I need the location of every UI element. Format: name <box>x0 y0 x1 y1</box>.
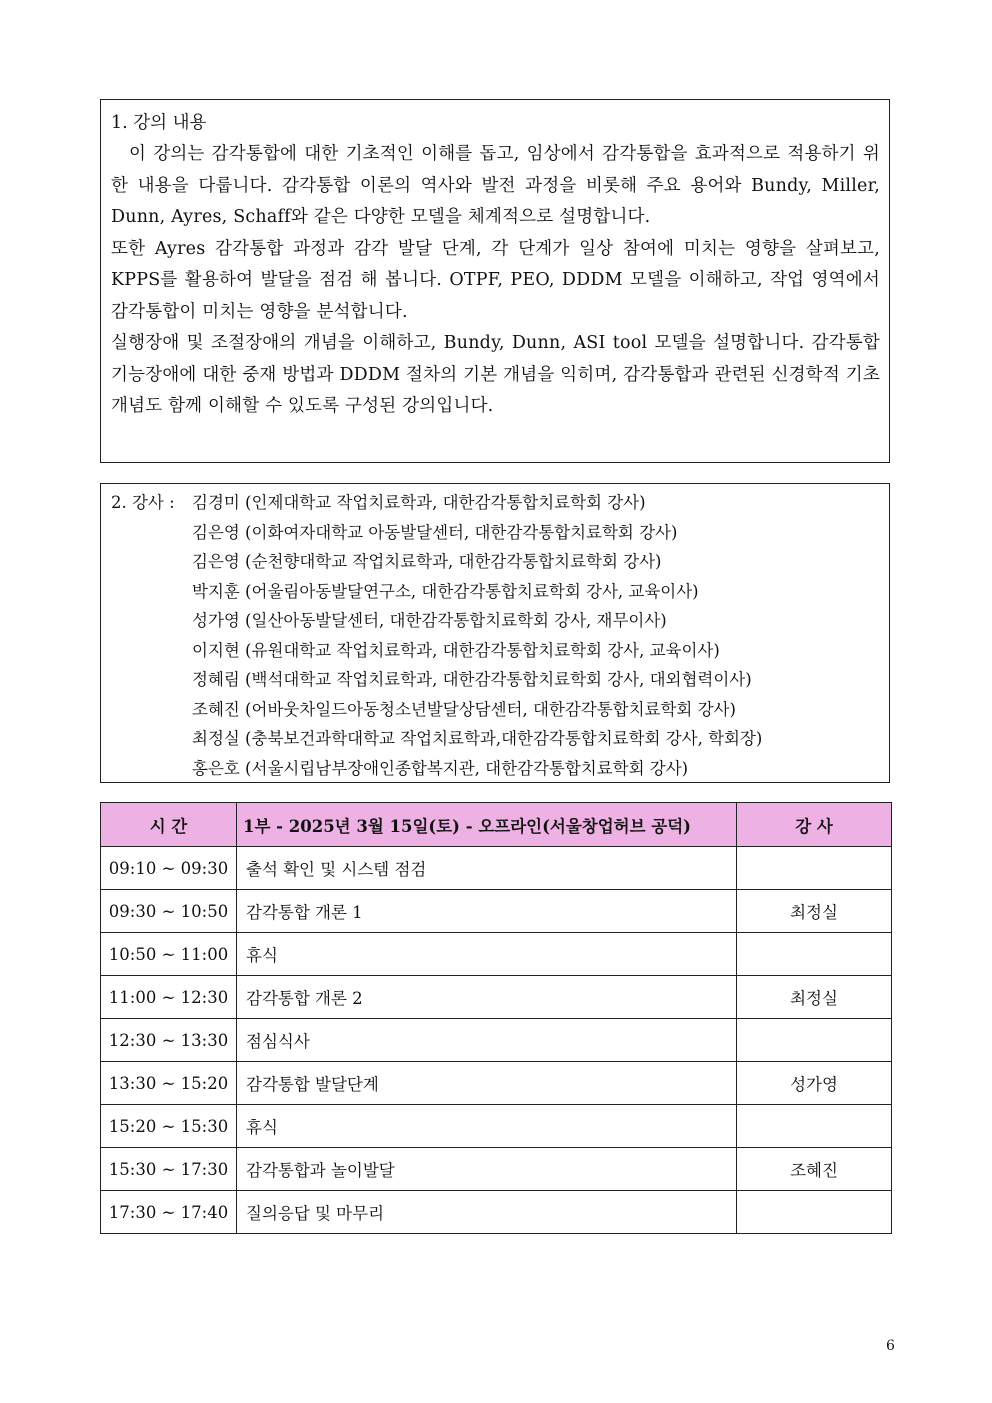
lecturer-line <box>111 606 880 636</box>
row-time: 09:30 ~ 10:50 <box>101 890 237 933</box>
row-time: 09:10 ~ 09:30 <box>101 847 237 890</box>
row-lecturer <box>737 933 892 976</box>
header-time: 시 간 <box>101 803 237 847</box>
row-lecturer: 최정실 <box>737 976 892 1019</box>
schedule-table <box>100 802 892 1234</box>
lecturer-entry: 조혜진 (어바웃차일드아동청소년발달상담센터, 대한감각통합치료학회 강사) <box>192 699 736 719</box>
row-time: 15:30 ~ 17:30 <box>101 1148 237 1191</box>
row-session: 휴식 <box>237 1105 737 1148</box>
table-row <box>101 933 892 976</box>
table-row <box>101 1105 892 1148</box>
lecturer-line <box>111 488 880 518</box>
course-content-paragraph-1: 이 강의는 감각통합에 대한 기초적인 이해를 돕고, 임상에서 감각통합을 효과적으로 적용하기 위한 내용을 다룹니다. 감각통합 이론의 역사와 발전 과정을 비롯해 주요 용어와 Bundy, Miller, Dunn, Ayres, Schaff와 같은 다양한 모델을 체계적으로 설명합니다. <box>111 144 880 227</box>
table-row <box>101 1019 892 1062</box>
table-row <box>101 1191 892 1234</box>
row-session: 출석 확인 및 시스템 점검 <box>237 847 737 890</box>
course-content-box <box>100 99 890 463</box>
row-time: 12:30 ~ 13:30 <box>101 1019 237 1062</box>
row-lecturer: 조혜진 <box>737 1148 892 1191</box>
table-row <box>101 847 892 890</box>
table-row <box>101 976 892 1019</box>
lecturer-entry: 최정실 (충북보건과학대학교 작업치료학과,대한감각통합치료학회 강사, 학회장) <box>192 729 763 748</box>
lecturer-line <box>111 577 880 607</box>
row-lecturer: 최정실 <box>737 890 892 933</box>
header-lecturer: 강 사 <box>737 803 892 847</box>
row-session: 휴식 <box>237 933 737 976</box>
row-session: 감각통합 발달단계 <box>237 1062 737 1105</box>
lecturer-line <box>111 754 880 784</box>
row-lecturer: 성가영 <box>737 1062 892 1105</box>
lecturer-line <box>111 724 880 754</box>
lecturer-entry: 성가영 (일산아동발달센터, 대한감각통합치료학회 강사, 재무이사) <box>192 611 667 630</box>
page-number: 6 <box>886 1338 895 1354</box>
course-content-paragraph-2: 또한 Ayres 감각통합 과정과 감각 발달 단계, 각 단계가 일상 참여에 미치는 영향을 살펴보고, KPPS를 활용하여 발달을 점검 해 봅니다. OTPF, PEO, DDDM 모델을 이해하고, 작업 영역에서 감각통합이 미치는 영향을 분석합니다. <box>111 238 880 322</box>
lecturer-line <box>111 518 880 548</box>
row-session: 점심식사 <box>237 1019 737 1062</box>
row-time: 11:00 ~ 12:30 <box>101 976 237 1019</box>
lecturer-entry: 홍은호 (서울시립남부장애인종합복지관, 대한감각통합치료학회 강사) <box>192 758 689 778</box>
lecturer-entry: 김은영 (순천향대학교 작업치료학과, 대한감각통합치료학회 강사) <box>192 552 662 571</box>
lecturer-entry: 박지훈 (어울림아동발달연구소, 대한감각통합치료학회 강사, 교육이사) <box>192 581 699 601</box>
row-lecturer <box>737 1019 892 1062</box>
lecturer-entry: 이지현 (유원대학교 작업치료학과, 대한감각통합치료학회 강사, 교육이사) <box>192 640 720 660</box>
schedule-header-row <box>101 803 892 847</box>
lecturer-entry: 김은영 (이화여자대학교 아동발달센터, 대한감각통합치료학회 강사) <box>192 522 678 542</box>
row-session: 감각통합 개론 2 <box>237 976 737 1019</box>
row-time: 13:30 ~ 15:20 <box>101 1062 237 1105</box>
lecturer-line <box>111 636 880 666</box>
lecturer-entry: 김경미 (인제대학교 작업치료학과, 대한감각통합치료학회 강사) <box>192 493 646 512</box>
row-time: 10:50 ~ 11:00 <box>101 933 237 976</box>
table-row <box>101 890 892 933</box>
row-time: 15:20 ~ 15:30 <box>101 1105 237 1148</box>
lecturer-line <box>111 695 880 725</box>
row-session: 감각통합 개론 1 <box>237 890 737 933</box>
course-content-title: 1. 강의 내용 <box>111 113 207 133</box>
lecturer-entry: 정혜림 (백석대학교 작업치료학과, 대한감각통합치료학회 강사, 대외협력이사) <box>192 670 752 689</box>
lecturer-line <box>111 547 880 577</box>
row-lecturer <box>737 1105 892 1148</box>
row-session: 질의응답 및 마무리 <box>237 1191 737 1234</box>
lecturers-label: 2. 강사 : <box>111 493 175 512</box>
row-lecturer <box>737 847 892 890</box>
row-time: 17:30 ~ 17:40 <box>101 1191 237 1234</box>
table-row <box>101 1148 892 1191</box>
lecturers-box <box>100 483 890 783</box>
lecturer-line <box>111 665 880 695</box>
table-row <box>101 1062 892 1105</box>
row-session: 감각통합과 놀이발달 <box>237 1148 737 1191</box>
row-lecturer <box>737 1191 892 1234</box>
header-session: 1부 - 2025년 3월 15일(토) - 오프라인(서울창업허브 공덕) <box>237 803 737 847</box>
course-content-paragraph-3: 실행장애 및 조절장애의 개념을 이해하고, Bundy, Dunn, ASI tool 모델을 설명합니다. 감각통합 기능장애에 대한 중재 방법과 DDDM 절차의 기본 개념을 익히며, 감각통합과 관련된 신경학적 기초 개념도 함께 이해할 수 있도록 구성된 강의입니다. <box>111 333 880 416</box>
